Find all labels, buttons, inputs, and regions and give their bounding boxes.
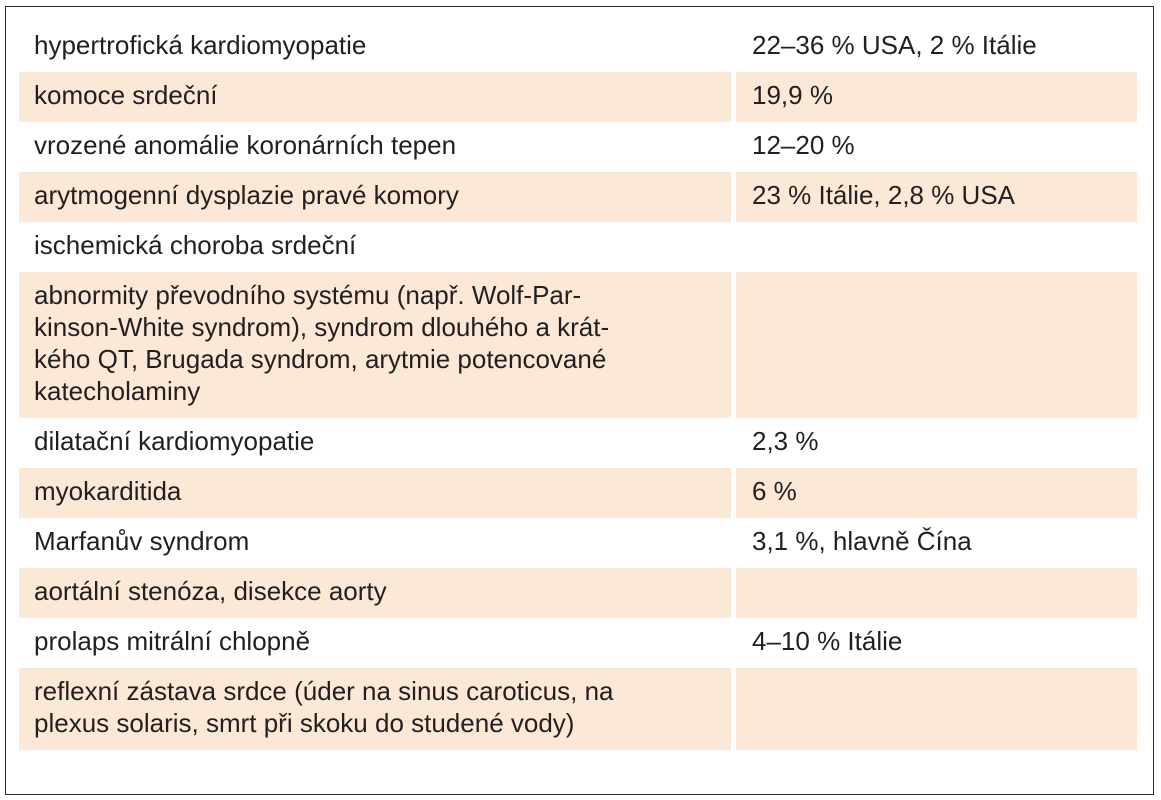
value-cell: 3,1 %, hlavně Čína	[752, 526, 972, 556]
value-cell: 23 % Itálie, 2,8 % USA	[736, 172, 1137, 222]
condition-cell: arytmogenní dysplazie pravé komory	[19, 172, 736, 222]
table-row	[19, 22, 1137, 72]
condition-line: plexus solaris, smrt při skoku do studené vody)	[34, 708, 575, 738]
value-cell	[736, 272, 1137, 418]
condition-cell: prolaps mitrální chlopně	[19, 618, 736, 668]
table-row	[19, 618, 1137, 668]
condition-cell: myokarditida	[19, 468, 736, 518]
value-cell: 22–36 % USA, 2 % Itálie	[752, 30, 1037, 60]
condition-line: abnormity převodního systému (např. Wolf-Par-	[34, 280, 582, 310]
value-cell: 4–10 % Itálie	[752, 626, 903, 656]
table-row	[19, 668, 1137, 750]
condition-line: reflexní zástava srdce (úder na sinus caroticus, na	[34, 676, 614, 706]
table-row	[19, 518, 1137, 568]
table-row	[19, 172, 1137, 222]
value-cell: 19,9 %	[736, 72, 1137, 122]
value-cell: 12–20 %	[752, 130, 855, 160]
table-row	[19, 418, 1137, 468]
condition-cell: vrozené anomálie koronárních tepen	[19, 122, 736, 172]
condition-line: kinson-White syndrom), syndrom dlouhého a krát-	[34, 312, 610, 342]
condition-line: katecholaminy	[34, 376, 201, 406]
condition-cell: dilatační kardiomyopatie	[19, 418, 736, 468]
condition-line: kého QT, Brugada syndrom, arytmie potencované	[34, 344, 607, 374]
value-cell	[736, 222, 1137, 272]
value-cell	[736, 568, 1137, 618]
table-row	[19, 222, 1137, 272]
table-row	[19, 468, 1137, 518]
condition-cell: komoce srdeční	[19, 72, 736, 122]
condition-cell: ischemická choroba srdeční	[19, 222, 736, 272]
value-cell: 6 %	[736, 468, 1137, 518]
condition-cell: aortální stenóza, disekce aorty	[19, 568, 736, 618]
value-cell: 2,3 %	[752, 426, 819, 456]
causes-table	[19, 22, 1137, 750]
condition-cell	[19, 668, 736, 750]
condition-cell: hypertrofická kardiomyopatie	[19, 22, 736, 72]
table-row	[19, 122, 1137, 172]
table-row	[19, 568, 1137, 618]
value-cell	[736, 668, 1137, 750]
condition-cell	[19, 272, 736, 418]
condition-cell: Marfanův syndrom	[19, 518, 736, 568]
table-row	[19, 272, 1137, 418]
table-row	[19, 72, 1137, 122]
